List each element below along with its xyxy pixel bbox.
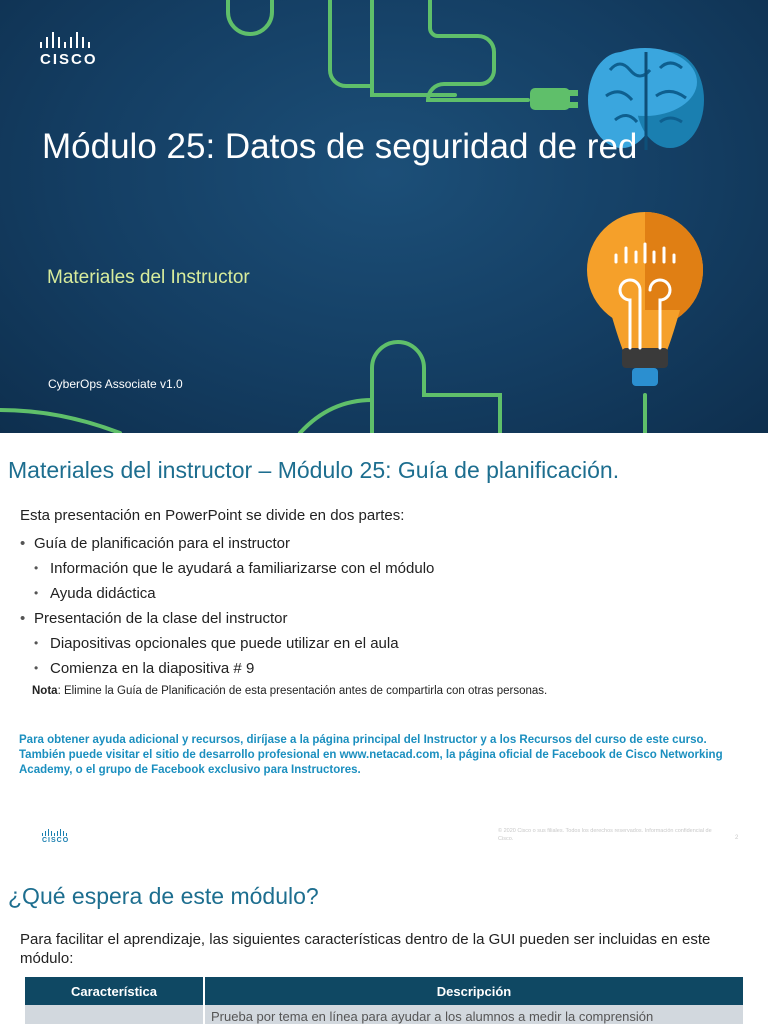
list-item: • Presentación de la clase del instructor xyxy=(20,610,760,627)
page-number: 2 xyxy=(735,835,739,841)
slide-subtitle: Materiales del Instructor xyxy=(47,267,250,288)
list-item: • Ayuda didáctica xyxy=(32,585,760,602)
slide-title: Materiales del instructor – Módulo 25: Guía de planificación. xyxy=(8,457,620,483)
table-header-row xyxy=(25,977,743,1005)
slide-title: ¿Qué espera de este módulo? xyxy=(8,883,319,909)
features-table xyxy=(25,977,743,1024)
cisco-logo xyxy=(40,32,98,68)
intro-text: Para facilitar el aprendizaje, las siguientes características dentro de la GUI pueden ser incluidas en este módulo: xyxy=(20,931,711,967)
copyright: © 2020 Cisco o sus filiales. Todos los derechos reservados. Información confidencial de Cisco. xyxy=(498,828,712,842)
planning-guide-slide xyxy=(0,433,768,853)
note-label: Nota xyxy=(32,685,58,697)
column-header: Característica xyxy=(25,977,204,1005)
cisco-bars-icon xyxy=(42,829,69,836)
plug-icon xyxy=(530,88,578,110)
list-item: • Guía de planificación para el instructor xyxy=(20,535,760,552)
note-text: : Elimine la Guía de Planificación de esta presentación antes de compartirla con otras personas. xyxy=(57,685,548,697)
lightbulb-icon xyxy=(587,212,703,386)
help-text: Para obtener ayuda adicional y recursos, diríjase a la página principal del Instructor y a los Recursos del curso de este curso. También puede visitar el sitio de desarrollo profesional en www.netacad.com, la página oficial de Facebook de Cisco Networking Academy, o el grupo de Facebook exclusivo para Instructores. xyxy=(19,734,723,776)
cisco-bars-icon xyxy=(40,32,98,48)
slide-title: Módulo 25: Datos de seguridad de red xyxy=(42,127,638,166)
list-item: • Información que le ayudará a familiarizarse con el módulo xyxy=(32,560,760,577)
column-header: Descripción xyxy=(204,977,743,1005)
list-item: • Comienza en la diapositiva # 9 xyxy=(32,660,760,677)
course-footer: CyberOps Associate v1.0 xyxy=(48,377,183,391)
cisco-wordmark: CISCO xyxy=(40,51,98,68)
table-cell: Prueba por tema en línea para ayudar a los alumnos a medir la comprensión xyxy=(204,1005,743,1024)
table-row xyxy=(25,1005,743,1024)
cisco-logo xyxy=(42,829,69,844)
expectations-slide xyxy=(0,853,768,1024)
table-cell xyxy=(25,1005,204,1024)
note xyxy=(32,685,760,697)
circuit-decoration xyxy=(0,0,768,433)
slide-body xyxy=(20,507,760,710)
list-item: • Diapositivas opcionales que puede utilizar en el aula xyxy=(32,635,760,652)
title-slide xyxy=(0,0,768,433)
intro-text: Esta presentación en PowerPoint se divide en dos partes: xyxy=(20,507,405,524)
cisco-wordmark: CISCO xyxy=(42,837,70,844)
